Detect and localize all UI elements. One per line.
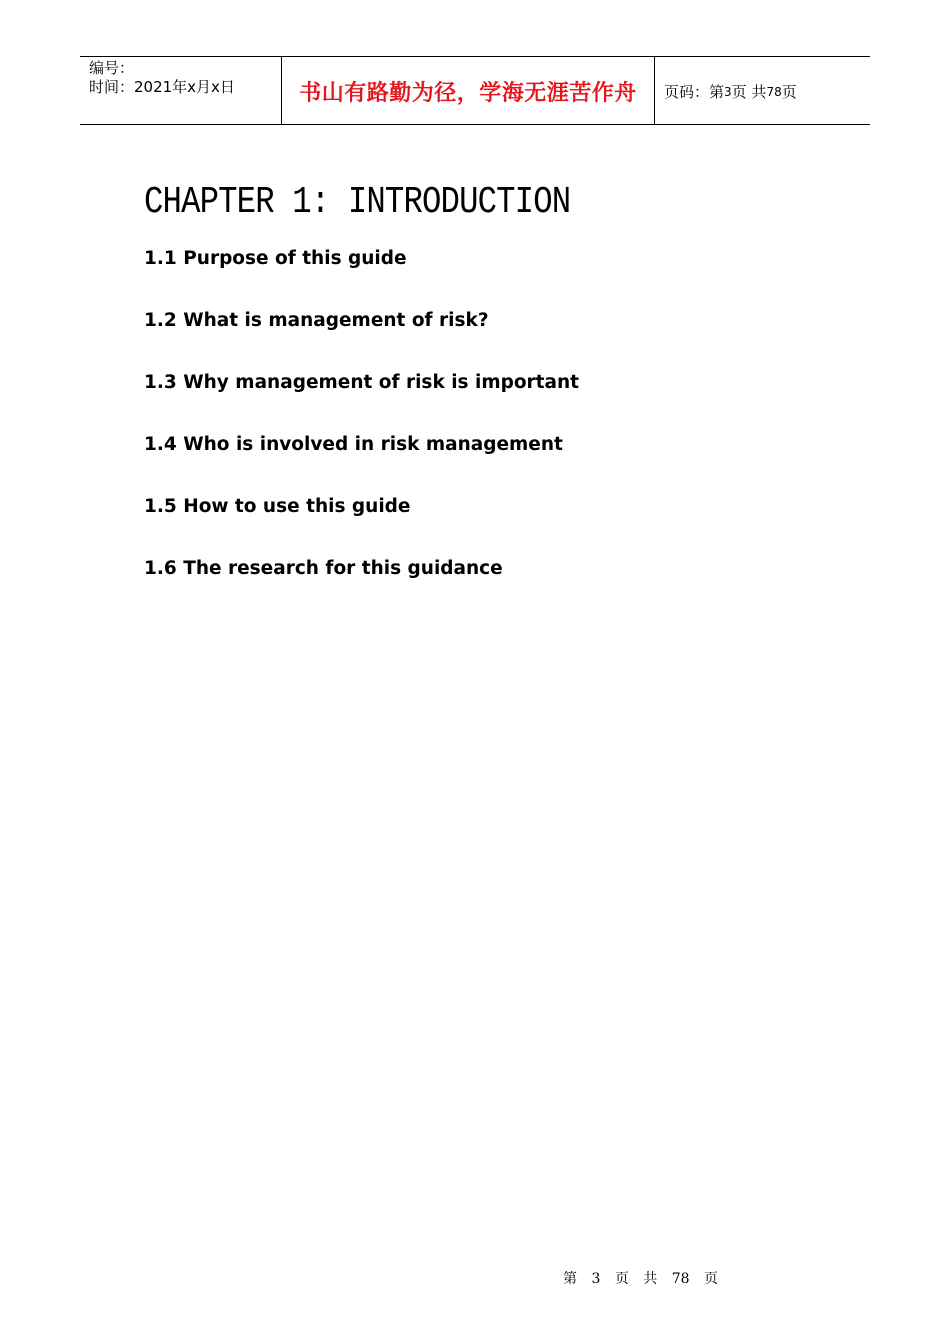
footer-gong: 共 — [643, 1271, 658, 1287]
footer-di: 第 — [563, 1271, 577, 1287]
section-heading-1-3: 1.3 Why management of risk is important — [144, 372, 580, 393]
footer-current-page: 3 — [591, 1271, 601, 1287]
footer-ye-end: 页 — [704, 1271, 719, 1287]
header-page-mid: 页 共 — [731, 83, 767, 101]
header-page-total: 78 — [766, 84, 782, 99]
header-motto: 书山有路勤为径，学海无涯苦作舟 — [299, 81, 637, 106]
header-page-prefix: 页码：第 — [664, 83, 725, 101]
header-page-suffix: 页 — [781, 83, 797, 101]
page-footer — [563, 1268, 724, 1288]
section-list — [144, 246, 579, 618]
chapter-title: CHAPTER 1: INTRODUCTION — [144, 181, 571, 224]
document-date: 时间：2021年x月x日 — [89, 78, 235, 96]
section-heading-1-5: 1.5 How to use this guide — [144, 496, 411, 517]
page-header — [80, 56, 870, 125]
document-number-label: 编号： — [89, 59, 135, 77]
section-heading-1-6: 1.6 The research for this guidance — [144, 558, 503, 579]
section-heading-1-2: 1.2 What is management of risk? — [144, 310, 489, 331]
footer-total-pages: 78 — [671, 1271, 690, 1287]
section-heading-1-1: 1.1 Purpose of this guide — [144, 248, 407, 269]
header-page-cell — [655, 57, 870, 124]
section-heading-1-4: 1.4 Who is involved in risk management — [144, 434, 563, 455]
header-motto-cell — [281, 57, 655, 124]
header-page-current: 3 — [724, 84, 732, 99]
header-left-cell — [80, 57, 281, 124]
footer-ye: 页 — [614, 1271, 629, 1287]
